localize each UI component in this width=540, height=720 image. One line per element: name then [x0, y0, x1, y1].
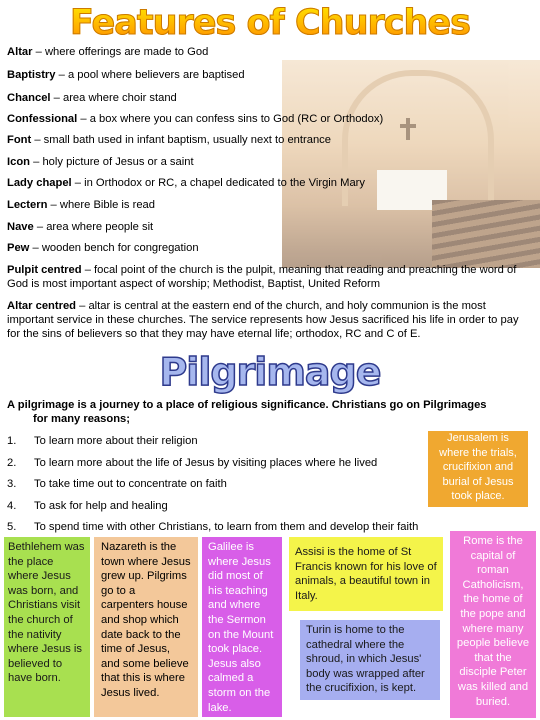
definition-font: Font – small bath used in infant baptism, usually next to entrance: [7, 134, 331, 146]
place-box-jerusalem: Jerusalem is where the trials, crucifixion and burial of Jesus took place.: [428, 431, 528, 507]
place-box-galilee: Galilee is where Jesus did most of his teaching and where the Sermon on the Mount took place. Jesus also calmed a storm on the lake.: [202, 537, 282, 717]
features-title: Features of Churches: [0, 2, 540, 44]
place-box-nazareth: Nazareth is the town where Jesus grew up. Pilgrims go to a carpenters house and shop which date back to the time of Jesus, and some believe that this is where Jesus lived.: [94, 537, 198, 717]
place-box-rome: Rome is the capital of roman Catholicism, the home of the pope and where many people believe that the disciple Peter was killed and buried.: [450, 531, 536, 718]
reason-item: 4. To ask for help and healing: [7, 500, 168, 512]
definition-confessional: Confessional – a box where you can confess sins to God (RC or Orthodox): [7, 113, 384, 125]
place-box-bethlehem: Bethlehem was the place where Jesus was born, and Christians visit the church of the nativity where Jesus is believed to have born.: [4, 537, 90, 717]
definition-altar-centred: Altar centred – altar is central at the eastern end of the church, and holy communion is the most important service in these churches. The service represents how Jesus sacrificed his life in order to pay for the sins of believers so that they may have eternal life; orthodox, RC and C of E.: [7, 300, 519, 340]
place-box-assisi: Assisi is the home of St Francis known for his love of animals, a beautiful town in Italy.: [289, 537, 443, 611]
reason-item: 3. To take time out to concentrate on faith: [7, 478, 227, 490]
definition-lectern: Lectern – where Bible is read: [7, 199, 156, 211]
definition-nave: Nave – area where people sit: [7, 221, 154, 233]
reason-item: 1. To learn more about their religion: [7, 435, 198, 447]
definition-icon: Icon – holy picture of Jesus or a saint: [7, 156, 194, 168]
reason-item: 5. To spend time with other Christians, to learn from them and develop their faith: [7, 521, 419, 533]
definition-lady-chapel: Lady chapel – in Orthodox or RC, a chapel dedicated to the Virgin Mary: [7, 177, 365, 189]
definition-baptistry: Baptistry – a pool where believers are baptised: [7, 69, 245, 81]
reason-item: 2. To learn more about the life of Jesus by visiting places where he lived: [7, 457, 378, 469]
definition-chancel: Chancel – area where choir stand: [7, 92, 177, 104]
definition-altar: Altar – where offerings are made to God: [7, 46, 209, 58]
pilgrimage-title: Pilgrimage: [159, 350, 381, 394]
definition-pew: Pew – wooden bench for congregation: [7, 242, 199, 254]
pilgrimage-intro: [7, 398, 527, 426]
definition-pulpit-centred: Pulpit centred – focal point of the church is the pulpit, meaning that reading and preaching the word of God is most important aspect of worship; Methodist, Baptist, United Reform: [7, 264, 517, 290]
place-box-turin: Turin is home to the cathedral where the shroud, in which Jesus' body was wrapped after the crucifixion, is kept.: [300, 620, 440, 700]
pilgrimage-intro-line1: A pilgrimage is a journey to a place of religious significance. Christians go on Pilgrimages: [7, 399, 487, 411]
pilgrimage-intro-line2: for many reasons;: [33, 413, 130, 425]
